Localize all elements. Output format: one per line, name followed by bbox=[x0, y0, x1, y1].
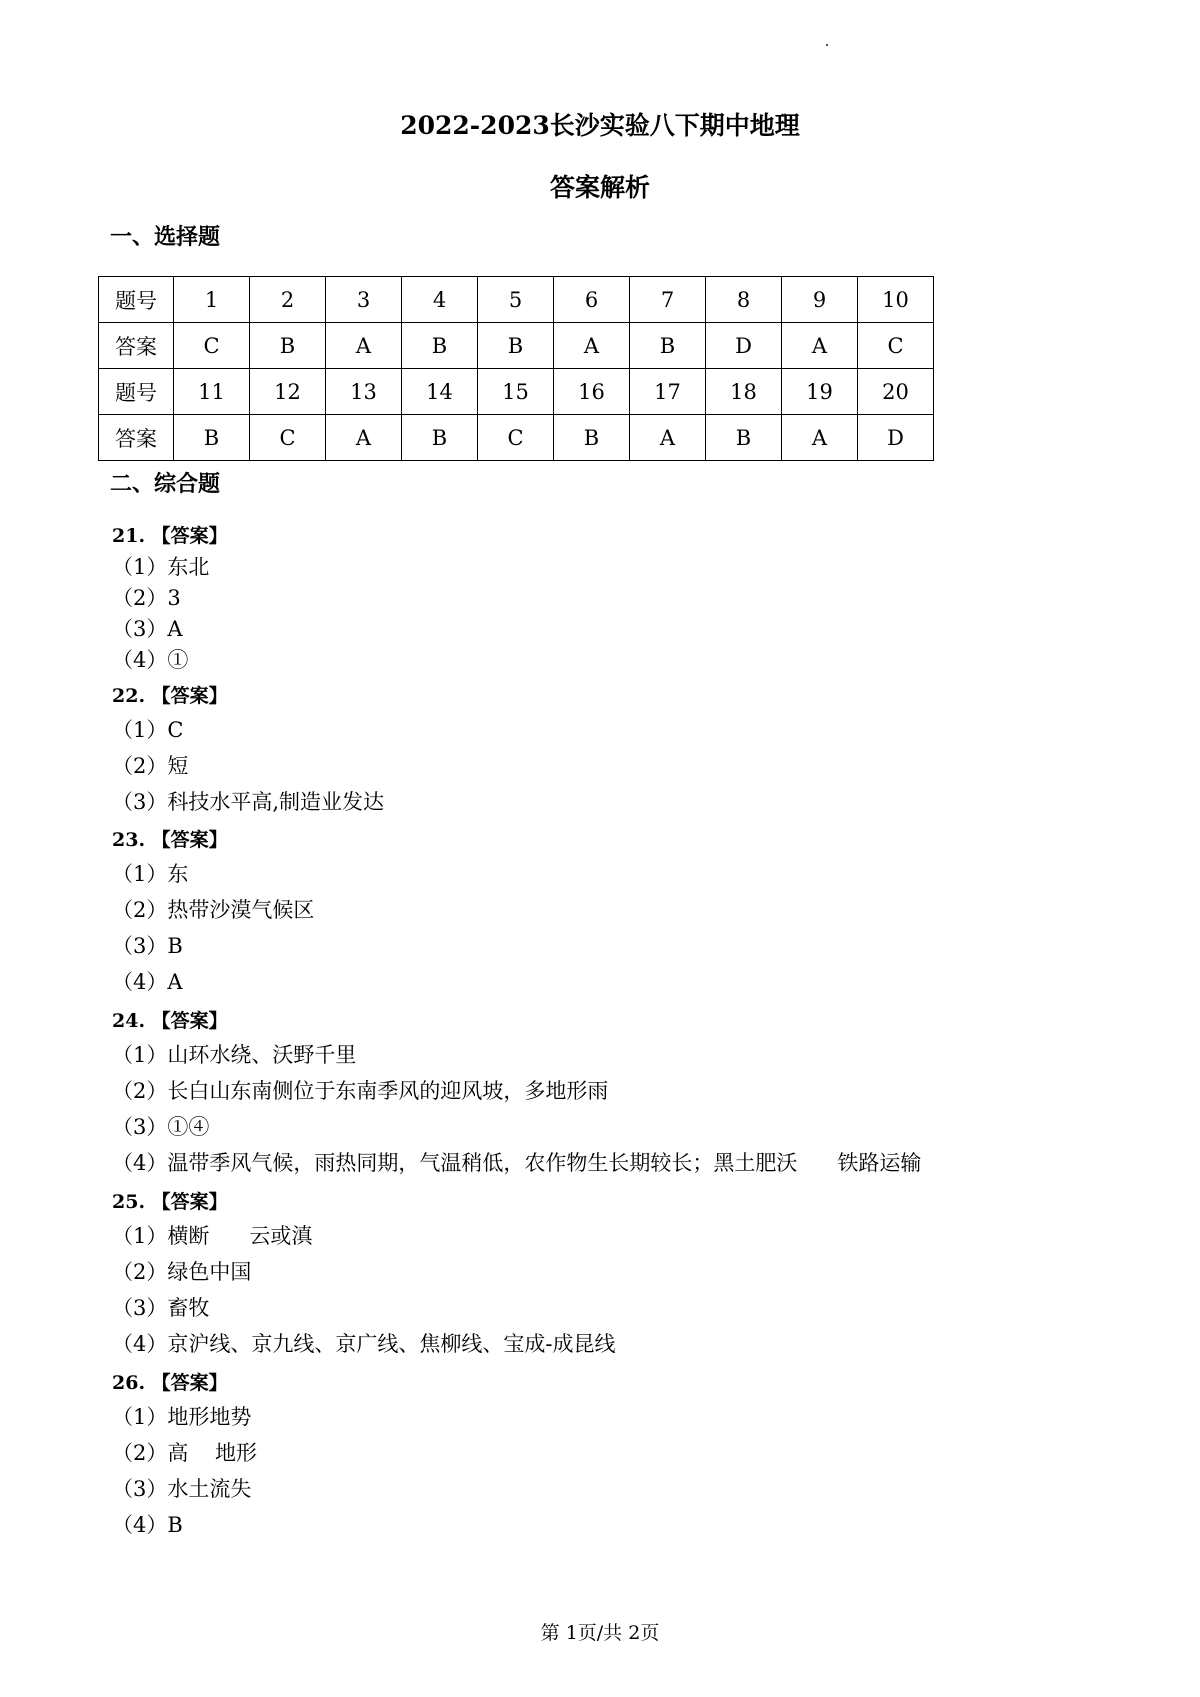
answer-line: （4）温带季风气候，雨热同期，气温稍低，农作物生长期较长；黑土肥沃 铁路运输 bbox=[112, 1151, 922, 1175]
table-cell: 19 bbox=[782, 369, 858, 415]
answer-table bbox=[98, 276, 934, 461]
table-cell: 15 bbox=[478, 369, 554, 415]
answer-line: （1）C bbox=[112, 718, 184, 742]
table-cell: D bbox=[858, 415, 934, 461]
table-row-answers-1 bbox=[99, 323, 934, 369]
answer-line: （2）热带沙漠气候区 bbox=[112, 898, 315, 922]
table-cell: 6 bbox=[554, 277, 630, 323]
table-row-numbers-2 bbox=[99, 369, 934, 415]
question-25 bbox=[112, 1186, 615, 1362]
table-cell: 12 bbox=[250, 369, 326, 415]
table-cell: C bbox=[858, 323, 934, 369]
section-heading-choice: 一、选择题 bbox=[110, 224, 221, 250]
answer-line: （2）绿色中国 bbox=[112, 1260, 252, 1284]
row-header-number: 题号 bbox=[99, 369, 174, 415]
answer-line: （2）3 bbox=[112, 586, 181, 610]
table-cell: B bbox=[478, 323, 554, 369]
table-cell: C bbox=[174, 323, 250, 369]
table-cell: 7 bbox=[630, 277, 706, 323]
answer-line: （4）① bbox=[112, 648, 189, 672]
answer-line: （1）地形地势 bbox=[112, 1405, 252, 1429]
table-cell: 1 bbox=[174, 277, 250, 323]
table-cell: 18 bbox=[706, 369, 782, 415]
answer-line: （3）畜牧 bbox=[112, 1296, 210, 1320]
table-cell: B bbox=[250, 323, 326, 369]
question-heading: 21. 【答案】 bbox=[112, 525, 228, 547]
answer-line: （2）短 bbox=[112, 754, 189, 778]
answer-line: （3）科技水平高,制造业发达 bbox=[112, 790, 385, 814]
table-cell: A bbox=[630, 415, 706, 461]
table-cell: 4 bbox=[402, 277, 478, 323]
section-heading-comprehensive: 二、综合题 bbox=[110, 471, 221, 497]
table-cell: 3 bbox=[326, 277, 402, 323]
table-cell: A bbox=[554, 323, 630, 369]
page-title: 2022-2023长沙实验八下期中地理 bbox=[400, 111, 800, 140]
answer-line: （3）A bbox=[112, 617, 183, 641]
answer-line: （3）B bbox=[112, 934, 183, 958]
table-cell: C bbox=[478, 415, 554, 461]
answer-line: （4）A bbox=[112, 970, 183, 994]
answer-line: （1）山环水绕、沃野千里 bbox=[112, 1043, 357, 1067]
table-cell: 16 bbox=[554, 369, 630, 415]
answer-line: （1）东北 bbox=[112, 555, 210, 579]
page-footer: 第 1页/共 2页 bbox=[540, 1622, 660, 1644]
answer-line: （1）东 bbox=[112, 862, 189, 886]
table-row-numbers-1 bbox=[99, 277, 934, 323]
answer-line: （2）长白山东南侧位于东南季风的迎风坡，多地形雨 bbox=[112, 1079, 609, 1103]
table-cell: 11 bbox=[174, 369, 250, 415]
answer-line: （1）横断 云或滇 bbox=[112, 1224, 313, 1248]
page-subtitle: 答案解析 bbox=[549, 173, 650, 202]
answer-line: （4）京沪线、京九线、京广线、焦柳线、宝成-成昆线 bbox=[112, 1332, 616, 1356]
table-cell: D bbox=[706, 323, 782, 369]
answer-line: （4）B bbox=[112, 1513, 183, 1537]
table-cell: B bbox=[554, 415, 630, 461]
table-cell: B bbox=[402, 415, 478, 461]
question-21 bbox=[112, 520, 228, 676]
question-heading: 26. 【答案】 bbox=[112, 1372, 228, 1394]
answer-line: （3）①④ bbox=[112, 1115, 210, 1139]
table-cell: A bbox=[782, 323, 858, 369]
table-cell: 17 bbox=[630, 369, 706, 415]
answer-line: （3）水土流失 bbox=[112, 1477, 252, 1501]
question-22 bbox=[112, 680, 384, 820]
table-cell: B bbox=[174, 415, 250, 461]
row-header-answer: 答案 bbox=[99, 415, 174, 461]
table-cell: B bbox=[630, 323, 706, 369]
table-cell: 8 bbox=[706, 277, 782, 323]
row-header-number: 题号 bbox=[99, 277, 174, 323]
question-heading: 23. 【答案】 bbox=[112, 829, 228, 851]
table-cell: A bbox=[326, 323, 402, 369]
table-cell: 14 bbox=[402, 369, 478, 415]
table-cell: B bbox=[402, 323, 478, 369]
question-heading: 22. 【答案】 bbox=[112, 685, 228, 707]
question-24 bbox=[112, 1005, 921, 1181]
table-cell: 5 bbox=[478, 277, 554, 323]
question-heading: 25. 【答案】 bbox=[112, 1191, 228, 1213]
table-cell: B bbox=[706, 415, 782, 461]
table-cell: 20 bbox=[858, 369, 934, 415]
table-cell: 13 bbox=[326, 369, 402, 415]
table-cell: A bbox=[782, 415, 858, 461]
scan-speck bbox=[826, 44, 828, 46]
table-cell: C bbox=[250, 415, 326, 461]
table-row-answers-2 bbox=[99, 415, 934, 461]
question-heading: 24. 【答案】 bbox=[112, 1010, 228, 1032]
question-23 bbox=[112, 824, 314, 1000]
row-header-answer: 答案 bbox=[99, 323, 174, 369]
table-cell: 10 bbox=[858, 277, 934, 323]
table-cell: 9 bbox=[782, 277, 858, 323]
answer-line: （2）高 地形 bbox=[112, 1441, 258, 1465]
table-cell: 2 bbox=[250, 277, 326, 323]
question-26 bbox=[112, 1367, 257, 1543]
table-cell: A bbox=[326, 415, 402, 461]
